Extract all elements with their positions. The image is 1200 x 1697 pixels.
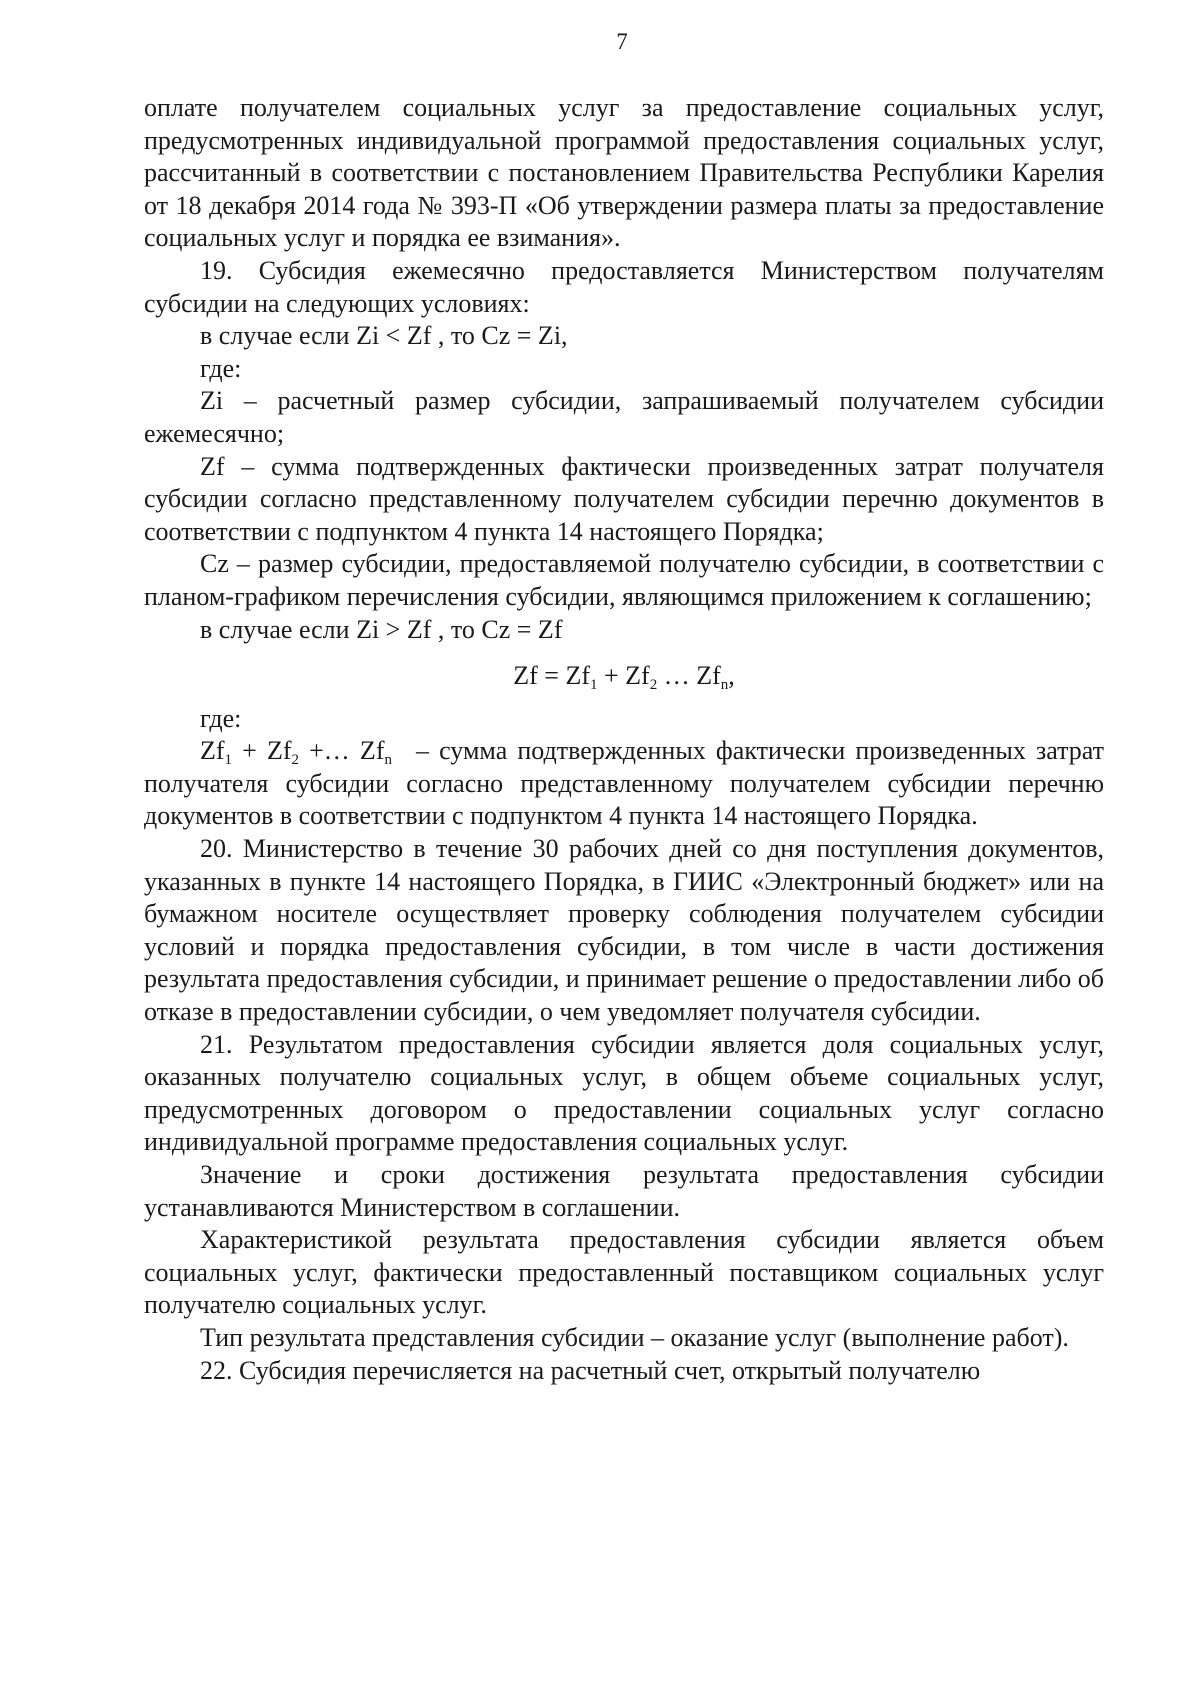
paragraph-21-type: Тип результата представления субсидии – оказание услуг (выполнение работ). — [200, 1322, 1069, 1352]
where-label-2: где: — [200, 703, 242, 733]
document-body — [144, 92, 1104, 1387]
paragraph-20: 20. Министерство в течение 30 рабочих дней со дня поступления документов, указанных в пункте 14 настоящего Порядка, в ГИИС «Электронный бюджет» или на бумажном носителе осуществляет проверку соблюдения получателем субсидии условий и порядка предоставления субсидии, в том числе в части достижения результата предоставления субсидии, и принимает решение о предоставлении либо об отказе в предоставлении субсидии, о чем уведомляет получателя субсидии. — [144, 834, 1104, 1027]
formula-end: , — [728, 661, 735, 691]
definition-sum — [144, 735, 1104, 833]
formula-lhs: Zf = Zf — [513, 661, 590, 691]
sum-definition-text: – сумма подтвержденных фактически произведенных затрат получателя субсидии согласно представленному получателем субсидии перечню документов в соответствии с подпунктом 4 пункта 14 настоящего Порядка. — [144, 736, 1105, 831]
formula-plus: + Zf — [597, 661, 650, 691]
paragraph-continuation: оплате получателем социальных услуг за предоставление социальных услуг, предусмотренных индивидуальной программой предоставления социальных услуг, рассчитанный в соответствии с постановлением Правительства Республики Карелия от 18 декабря 2014 года № 393-П «Об утверждении размера платы за предоставление социальных услуг и порядка ее взимания». — [144, 93, 1104, 253]
formula-sub-n: n — [720, 677, 729, 694]
paragraph-21: 21. Результатом предоставления субсидии является доля социальных услуг, оказанных получателю социальных услуг, в общем объеме социальных услуг, предусмотренных договором о предоставлении социальных услуг согласно индивидуальной программе предоставления социальных услуг. — [144, 1029, 1104, 1157]
definition-zi: Zi – расчетный размер субсидии, запрашиваемый получателем субсидии ежемесячно; — [144, 386, 1104, 448]
formula — [144, 660, 1104, 693]
formula-sub-2: 2 — [649, 677, 658, 694]
page-number: 7 — [616, 29, 628, 54]
paragraph-22: 22. Субсидия перечисляется на расчетный счет, открытый получателю — [200, 1355, 981, 1385]
condition-2: в случае если Zi > Zf , то Cz = Zf — [200, 614, 563, 644]
definition-zf: Zf – сумма подтвержденных фактически произведенных затрат получателя субсидии согласно представленному получателем субсидии перечню документов в соответствии с подпунктом 4 пункта 14 настоящего Порядка; — [144, 451, 1104, 546]
paragraph-19: 19. Субсидия ежемесячно предоставляется Министерством получателям субсидии на следующих условиях: — [144, 255, 1104, 318]
condition-1: в случае если Zi < Zf , то Cz = Zi, — [200, 321, 568, 351]
sum-term: $Zf_1 + Zf_2$ +… $Zf_n$ — [200, 736, 392, 769]
paragraph-21-values: Значение и сроки достижения результата предоставления субсидии устанавливаются Министерством в соглашении. — [144, 1160, 1104, 1222]
definition-cz: Cz – размер субсидии, предоставляемой получателю субсидии, в соответствии с планом-графиком перечисления субсидии, являющимся приложением к соглашению; — [144, 549, 1104, 611]
where-label-1: где: — [200, 353, 242, 383]
paragraph-21-characteristic: Характеристикой результата предоставления субсидии является объем социальных услуг, фактически предоставленный поставщиком социальных услуг получателю социальных услуг. — [144, 1225, 1104, 1320]
formula-sub-1: 1 — [590, 677, 598, 694]
formula-dots: … Zf — [657, 661, 721, 691]
